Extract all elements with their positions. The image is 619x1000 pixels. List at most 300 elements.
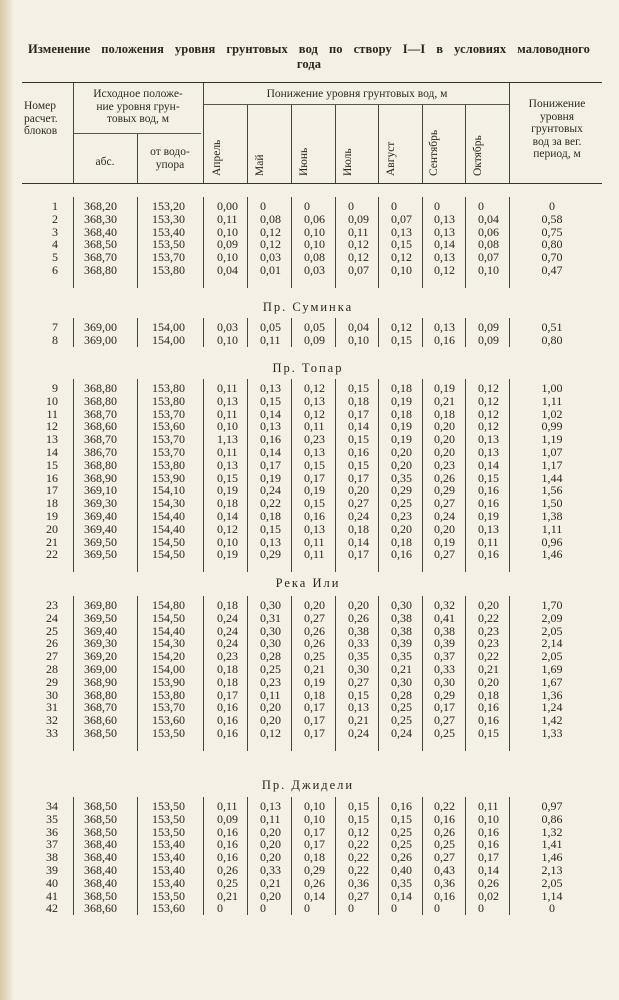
header-text: упора	[155, 158, 185, 171]
column-rule	[509, 596, 510, 751]
level-from-aquiclude-cell: 153,50	[152, 799, 185, 813]
month-decrease-cell: 0,07	[391, 211, 412, 226]
month-decrease-cell: 0,26	[434, 824, 455, 839]
month-decrease-cell: 0,27	[348, 888, 369, 903]
table-title	[28, 42, 590, 72]
column-rule	[291, 318, 292, 347]
column-rule	[73, 197, 74, 288]
abs-level-cell: 368,80	[84, 381, 117, 395]
month-decrease-cell: 0,04	[217, 263, 238, 277]
month-decrease-cell: 0,20	[478, 598, 499, 612]
month-decrease-cell: 0,03	[260, 250, 281, 265]
level-from-aquiclude-cell: 153,70	[152, 445, 185, 459]
abs-level-cell: 368,30	[84, 211, 117, 226]
month-decrease-cell: 0,25	[260, 662, 281, 676]
month-decrease-cell: 0,09	[217, 237, 238, 252]
month-decrease-cell: 0,30	[391, 674, 412, 689]
month-decrease-cell: 0,13	[217, 393, 238, 408]
table-row	[22, 238, 602, 250]
month-decrease-cell: 0,32	[434, 598, 455, 612]
block-number-cell: 19	[46, 509, 58, 523]
total-decrease-cell: 1,46	[541, 850, 563, 865]
month-decrease-cell: 0,40	[391, 863, 412, 877]
month-decrease-cell: 0,20	[434, 521, 455, 536]
month-decrease-cell: 0	[391, 199, 397, 213]
month-decrease-cell: 0,16	[478, 547, 499, 562]
block-number-cell: 35	[46, 811, 58, 826]
month-decrease-cell: 0,33	[260, 863, 281, 877]
column-rule	[465, 379, 466, 572]
month-decrease-cell: 0,16	[217, 824, 238, 839]
block-number-cell: 27	[46, 649, 58, 664]
month-decrease-cell: 0,16	[478, 837, 499, 852]
month-decrease-cell: 0,25	[304, 649, 325, 664]
level-from-aquiclude-cell: 154,30	[152, 496, 185, 511]
month-decrease-cell: 0,26	[304, 875, 325, 890]
column-rule	[422, 379, 423, 572]
month-decrease-cell: 0,13	[260, 381, 281, 395]
month-decrease-cell: 0,11	[478, 799, 499, 813]
total-decrease-cell: 1,41	[541, 837, 563, 852]
month-decrease-cell: 0,24	[260, 483, 281, 498]
month-decrease-cell: 0,35	[348, 649, 369, 664]
month-decrease-cell: 0,29	[434, 687, 455, 702]
total-decrease-cell: 1,02	[541, 406, 563, 421]
month-decrease-cell: 0,11	[260, 811, 281, 826]
month-decrease-cell: 0,12	[348, 237, 369, 252]
abs-level-cell: 368,80	[84, 687, 117, 702]
month-decrease-cell: 0,20	[260, 713, 281, 728]
column-rule	[335, 379, 336, 572]
month-decrease-cell: 0,13	[348, 700, 369, 715]
month-decrease-cell: 0,18	[391, 381, 412, 395]
block-number-cell: 10	[46, 393, 58, 408]
month-decrease-cell: 0,12	[304, 406, 325, 421]
header-col-rule	[509, 83, 510, 183]
total-decrease-cell: 1,17	[541, 457, 563, 472]
level-from-aquiclude-cell: 154,40	[152, 509, 185, 523]
month-decrease-cell: 0,20	[434, 432, 455, 447]
month-decrease-cell: 0,12	[348, 824, 369, 839]
month-decrease-cell: 0,37	[434, 649, 455, 664]
table-row	[22, 689, 602, 701]
table-row	[22, 663, 602, 675]
month-decrease-cell: 0,15	[217, 470, 238, 485]
block-number-cell: 8	[52, 332, 58, 347]
month-decrease-cell: 0,20	[260, 850, 281, 865]
table-row	[22, 902, 602, 914]
total-decrease-cell: 0,97	[541, 799, 563, 813]
level-from-aquiclude-cell: 153,40	[152, 837, 185, 852]
block-number-cell: 23	[46, 598, 58, 612]
block-number-cell: 24	[46, 610, 58, 625]
total-decrease-cell: 1,56	[541, 483, 563, 498]
header-col-rule	[203, 83, 204, 183]
month-decrease-cell: 0,15	[304, 496, 325, 511]
month-decrease-cell: 0,20	[391, 521, 412, 536]
abs-level-cell: 368,80	[84, 393, 117, 408]
month-decrease-cell: 0,23	[434, 457, 455, 472]
month-decrease-cell: 0,18	[217, 496, 238, 511]
abs-level-cell: 368,60	[84, 419, 117, 434]
month-decrease-cell: 0,25	[391, 824, 412, 839]
month-decrease-cell: 0,13	[434, 224, 455, 239]
block-number-cell: 22	[46, 547, 58, 562]
level-from-aquiclude-cell: 153,70	[152, 406, 185, 421]
abs-level-cell: 368,50	[84, 811, 117, 826]
month-decrease-cell: 0,16	[434, 332, 455, 347]
level-from-aquiclude-cell: 153,80	[152, 263, 185, 277]
table-row	[22, 523, 602, 535]
abs-level-cell: 369,40	[84, 509, 117, 523]
month-decrease-cell: 0,18	[391, 406, 412, 421]
table-row	[22, 395, 602, 407]
abs-level-cell: 369,40	[84, 521, 117, 536]
month-decrease-cell: 0,13	[217, 457, 238, 472]
month-decrease-cell: 0,24	[348, 726, 369, 740]
month-decrease-cell: 0,15	[391, 811, 412, 826]
month-decrease-cell: 0,15	[478, 726, 499, 740]
column-rule	[335, 797, 336, 915]
month-decrease-cell: 0,18	[348, 521, 369, 536]
month-decrease-cell: 0,14	[260, 445, 281, 459]
month-decrease-cell: 0,28	[260, 649, 281, 664]
level-from-aquiclude-cell: 153,50	[152, 824, 185, 839]
month-decrease-cell: 0,43	[434, 863, 455, 877]
month-decrease-cell: 0,00	[217, 199, 238, 213]
month-decrease-cell: 0,27	[348, 674, 369, 689]
abs-level-cell: 369,80	[84, 598, 117, 612]
column-rule	[203, 379, 204, 572]
header-text: вод за вег.	[532, 135, 582, 148]
level-from-aquiclude-cell: 154,20	[152, 649, 185, 664]
month-decrease-cell: 0,05	[304, 320, 325, 334]
month-decrease-cell: 0,17	[304, 726, 325, 740]
block-number-cell: 29	[46, 674, 58, 689]
month-decrease-cell: 0,02	[478, 888, 499, 903]
month-decrease-cell: 0	[217, 901, 223, 916]
abs-level-cell: 369,30	[84, 636, 117, 651]
month-decrease-cell: 0,10	[478, 811, 499, 826]
abs-level-cell: 368,50	[84, 799, 117, 813]
month-decrease-cell: 0,21	[391, 662, 412, 676]
table-row	[22, 510, 602, 522]
section-title: Пр. Джидели	[261, 778, 355, 792]
table-row	[22, 408, 602, 420]
month-decrease-cell: 1,13	[217, 432, 238, 447]
header-decrease-group: Понижение уровня грунтовых вод, м	[266, 88, 448, 100]
abs-level-cell: 368,90	[84, 674, 117, 689]
month-decrease-cell: 0	[391, 901, 397, 916]
column-rule	[291, 197, 292, 288]
abs-level-cell: 386,70	[84, 445, 117, 459]
month-decrease-cell: 0,17	[478, 850, 499, 865]
section-title: Река Или	[275, 576, 341, 590]
header-abs: абс.	[95, 156, 115, 168]
month-decrease-cell: 0,16	[217, 850, 238, 865]
level-from-aquiclude-cell: 153,30	[152, 211, 185, 226]
header-month-july: Июль	[342, 148, 354, 176]
month-decrease-cell: 0,30	[434, 674, 455, 689]
table-row	[22, 599, 602, 611]
month-decrease-cell: 0,19	[304, 674, 325, 689]
month-decrease-cell: 0,23	[478, 636, 499, 651]
month-decrease-cell: 0,15	[348, 457, 369, 472]
month-decrease-cell: 0	[260, 901, 266, 916]
block-number-cell: 37	[46, 837, 58, 852]
month-decrease-cell: 0,08	[260, 211, 281, 226]
table-row	[22, 650, 602, 662]
month-decrease-cell: 0,36	[348, 875, 369, 890]
table-row	[22, 727, 602, 739]
level-from-aquiclude-cell: 154,80	[152, 598, 185, 612]
month-decrease-cell: 0,17	[304, 700, 325, 715]
month-decrease-cell: 0,25	[434, 726, 455, 740]
block-number-cell: 31	[46, 700, 58, 715]
total-decrease-cell: 1,11	[541, 521, 563, 536]
level-from-aquiclude-cell: 154,00	[152, 320, 185, 334]
abs-level-cell: 368,50	[84, 726, 117, 740]
block-number-cell: 13	[46, 432, 58, 447]
column-rule	[73, 596, 74, 751]
month-decrease-cell: 0,14	[304, 888, 325, 903]
month-decrease-cell: 0,13	[434, 320, 455, 334]
column-rule	[73, 379, 74, 572]
level-from-aquiclude-cell: 153,50	[152, 811, 185, 826]
month-decrease-cell: 0,13	[478, 521, 499, 536]
table-row	[22, 890, 602, 902]
month-decrease-cell: 0,03	[304, 263, 325, 277]
header-month-april: Апрель	[211, 139, 223, 176]
month-decrease-cell: 0,16	[478, 700, 499, 715]
header-col-rule	[422, 105, 423, 183]
total-decrease-cell: 1,42	[541, 713, 563, 728]
month-decrease-cell: 0,27	[434, 850, 455, 865]
column-rule	[509, 197, 510, 288]
level-from-aquiclude-cell: 154,50	[152, 547, 185, 562]
month-decrease-cell: 0,22	[348, 850, 369, 865]
month-decrease-cell: 0,13	[391, 224, 412, 239]
level-from-aquiclude-cell: 154,10	[152, 483, 185, 498]
column-rule	[422, 197, 423, 288]
header-block-number	[22, 100, 72, 138]
month-decrease-cell: 0,39	[391, 636, 412, 651]
header-text: грунтовых	[531, 123, 583, 135]
header-from-aquiclude	[138, 146, 202, 171]
table-row	[22, 484, 602, 496]
month-decrease-cell: 0,11	[217, 799, 238, 813]
table-row	[22, 226, 602, 238]
level-from-aquiclude-cell: 153,50	[152, 237, 185, 252]
column-rule	[203, 318, 204, 347]
header-subrule	[204, 104, 509, 105]
block-number-cell: 20	[46, 521, 58, 536]
table-row	[22, 548, 602, 560]
column-rule	[465, 596, 466, 751]
table-row	[22, 877, 602, 889]
month-decrease-cell: 0,17	[304, 713, 325, 728]
total-decrease-cell: 1,00	[541, 381, 563, 395]
abs-level-cell: 369,00	[84, 320, 117, 334]
month-decrease-cell: 0,14	[348, 534, 369, 549]
month-decrease-cell: 0,17	[217, 687, 238, 702]
table-row	[22, 701, 602, 713]
month-decrease-cell: 0,12	[348, 250, 369, 265]
month-decrease-cell: 0,10	[217, 332, 238, 347]
month-decrease-cell: 0,16	[391, 547, 412, 562]
total-decrease-cell: 1,14	[541, 888, 563, 903]
month-decrease-cell: 0,29	[434, 483, 455, 498]
total-decrease-cell: 0,47	[541, 263, 563, 277]
month-decrease-cell: 0,29	[391, 483, 412, 498]
month-decrease-cell: 0,30	[260, 636, 281, 651]
abs-level-cell: 368,70	[84, 432, 117, 447]
month-decrease-cell: 0,16	[217, 700, 238, 715]
month-decrease-cell: 0,19	[217, 483, 238, 498]
month-decrease-cell: 0,19	[434, 381, 455, 395]
table-row	[22, 714, 602, 726]
month-decrease-cell: 0,38	[434, 623, 455, 638]
abs-level-cell: 368,40	[84, 850, 117, 865]
month-decrease-cell: 0,16	[304, 509, 325, 523]
month-decrease-cell: 0,07	[478, 250, 499, 265]
block-number-cell: 7	[52, 320, 58, 334]
total-decrease-cell: 2,05	[541, 875, 563, 890]
month-decrease-cell: 0,26	[304, 636, 325, 651]
total-decrease-cell: 0,75	[541, 224, 563, 239]
header-text: Понижение	[528, 98, 586, 110]
month-decrease-cell: 0,24	[391, 726, 412, 740]
column-rule	[137, 797, 138, 915]
block-number-cell: 39	[46, 863, 58, 877]
month-decrease-cell: 0,10	[348, 332, 369, 347]
header-text: товых вод, м	[106, 113, 170, 125]
header-text: от водо-	[150, 146, 190, 158]
table-row	[22, 200, 602, 212]
header-month-may: Май	[254, 154, 266, 176]
month-decrease-cell: 0	[348, 199, 354, 213]
month-decrease-cell: 0,21	[217, 888, 238, 903]
level-from-aquiclude-cell: 153,80	[152, 687, 185, 702]
table-row	[22, 472, 602, 484]
block-number-cell: 3	[52, 224, 58, 239]
column-rule	[203, 596, 204, 751]
total-decrease-cell: 0	[549, 199, 555, 213]
month-decrease-cell: 0,20	[260, 888, 281, 903]
month-decrease-cell: 0,14	[260, 406, 281, 421]
abs-level-cell: 368,40	[84, 224, 117, 239]
total-decrease-cell: 0,80	[541, 332, 563, 347]
month-decrease-cell: 0,13	[260, 419, 281, 434]
total-decrease-cell: 1,36	[541, 687, 563, 702]
month-decrease-cell: 0,20	[348, 598, 369, 612]
level-from-aquiclude-cell: 153,20	[152, 199, 185, 213]
month-decrease-cell: 0,15	[348, 381, 369, 395]
level-from-aquiclude-cell: 154,40	[152, 623, 185, 638]
month-decrease-cell: 0,20	[260, 824, 281, 839]
month-decrease-cell: 0,23	[260, 674, 281, 689]
month-decrease-cell: 0,11	[304, 419, 325, 434]
month-decrease-cell: 0,11	[217, 406, 238, 421]
month-decrease-cell: 0,11	[217, 381, 238, 395]
month-decrease-cell: 0,30	[260, 598, 281, 612]
abs-level-cell: 368,50	[84, 824, 117, 839]
table-row	[22, 459, 602, 471]
total-decrease-cell: 1,33	[541, 726, 563, 740]
month-decrease-cell: 0,12	[434, 263, 455, 277]
column-rule	[378, 596, 379, 751]
month-decrease-cell: 0	[434, 199, 440, 213]
month-decrease-cell: 0,13	[304, 445, 325, 459]
table-row	[22, 382, 602, 394]
abs-level-cell: 368,70	[84, 250, 117, 265]
month-decrease-cell: 0,16	[478, 824, 499, 839]
level-from-aquiclude-cell: 154,50	[152, 610, 185, 625]
title-line-2: года	[296, 57, 322, 71]
month-decrease-cell: 0,26	[348, 610, 369, 625]
month-decrease-cell: 0,15	[391, 237, 412, 252]
month-decrease-cell: 0,16	[434, 888, 455, 903]
month-decrease-cell: 0,07	[348, 263, 369, 277]
abs-level-cell: 368,80	[84, 263, 117, 277]
month-decrease-cell: 0,11	[217, 211, 238, 226]
month-decrease-cell: 0,18	[304, 687, 325, 702]
column-rule	[378, 379, 379, 572]
block-number-cell: 33	[46, 726, 58, 740]
column-rule	[422, 596, 423, 751]
level-from-aquiclude-cell: 153,70	[152, 250, 185, 265]
month-decrease-cell: 0,22	[348, 863, 369, 877]
column-rule	[509, 318, 510, 347]
month-decrease-cell: 0,03	[217, 320, 238, 334]
month-decrease-cell: 0,06	[478, 224, 499, 239]
month-decrease-cell: 0,19	[391, 432, 412, 447]
block-number-cell: 4	[52, 237, 58, 252]
header-col-rule	[291, 105, 292, 183]
total-decrease-cell: 1,32	[541, 824, 563, 839]
column-rule	[335, 197, 336, 288]
month-decrease-cell: 0,04	[348, 320, 369, 334]
abs-level-cell: 369,50	[84, 547, 117, 562]
abs-level-cell: 368,40	[84, 875, 117, 890]
table-row	[22, 446, 602, 458]
level-from-aquiclude-cell: 154,00	[152, 662, 185, 676]
month-decrease-cell: 0,39	[434, 636, 455, 651]
abs-level-cell: 368,60	[84, 901, 117, 916]
month-decrease-cell: 0,20	[478, 674, 499, 689]
month-decrease-cell: 0,20	[434, 419, 455, 434]
month-decrease-cell: 0	[434, 901, 440, 916]
month-decrease-cell: 0,21	[478, 662, 499, 676]
table-row	[22, 625, 602, 637]
month-decrease-cell: 0,20	[434, 445, 455, 459]
column-rule	[291, 797, 292, 915]
header-text: расчет.	[24, 112, 58, 125]
month-decrease-cell: 0,09	[304, 332, 325, 347]
column-rule	[247, 197, 248, 288]
total-decrease-cell: 2,13	[541, 863, 563, 877]
total-decrease-cell: 1,67	[541, 674, 563, 689]
month-decrease-cell: 0,12	[478, 406, 499, 421]
month-decrease-cell: 0,09	[348, 211, 369, 226]
month-decrease-cell: 0,28	[391, 687, 412, 702]
total-decrease-cell: 0,96	[541, 534, 563, 549]
month-decrease-cell: 0,11	[348, 224, 369, 239]
month-decrease-cell: 0,25	[391, 700, 412, 715]
month-decrease-cell: 0,19	[391, 393, 412, 408]
table-row	[22, 334, 602, 346]
month-decrease-cell: 0,20	[348, 483, 369, 498]
